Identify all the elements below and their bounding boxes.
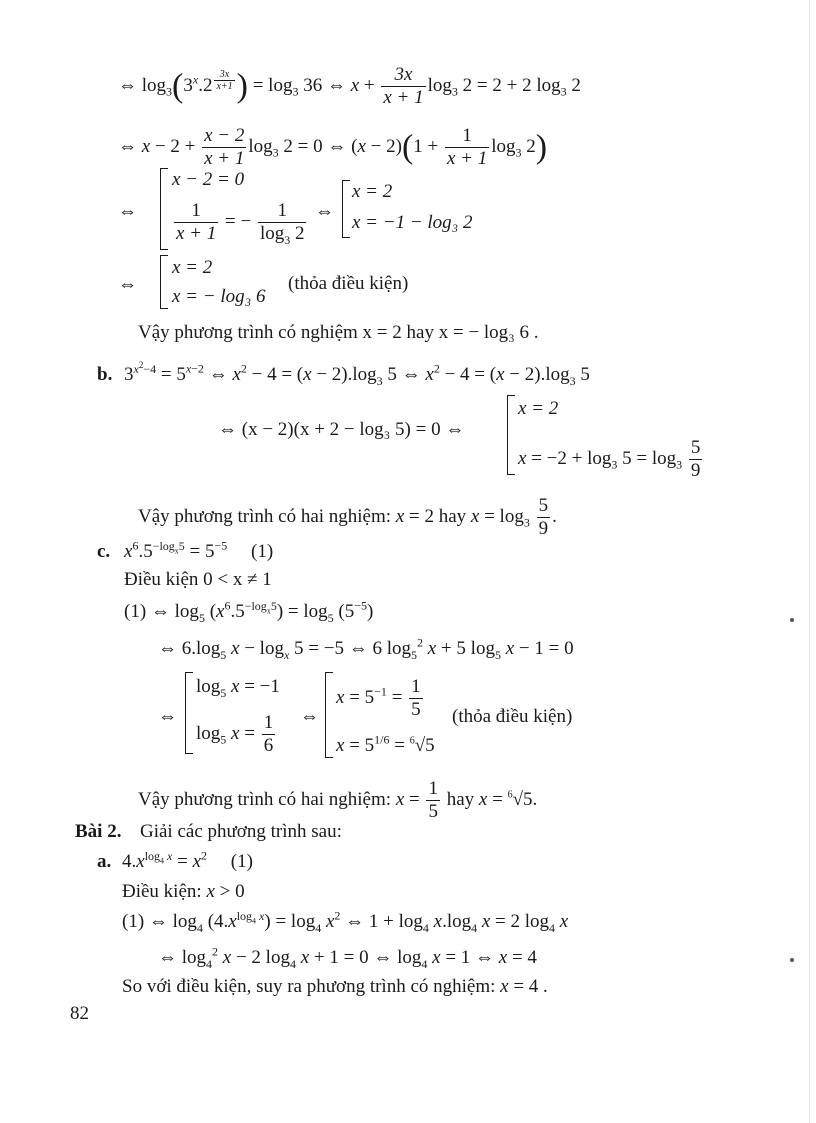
system-c-eq-1: $\log_5 x = -1$ bbox=[196, 676, 280, 700]
system-bracket bbox=[160, 255, 168, 309]
solution-neg-log3-6: x = − log₃ 6 bbox=[172, 286, 266, 307]
solution-c-root6-5: $x = 5^{1/6} = ^6√5$ bbox=[336, 732, 435, 756]
solution-x-neg1: x = −1 − log₃ 2 bbox=[352, 212, 473, 233]
solution-x-2: x = 2 bbox=[518, 398, 559, 419]
conclusion-b: Vậy phương trình có hai nghiệm: x = 2 hay $x = \log_3$ $\frac{5}{9}$ . bbox=[138, 495, 557, 539]
equation-line-1: ⇔ $\log_3(3^x.2$ $^{\frac{3x}{x+1}}$ ) = $\log_3 36$ ⇔ x + $\frac{3x}{x + 1}$ $\log_3 2 = 2 + 2$ $\log_3 2$ bbox=[118, 64, 581, 108]
condition-note: (thỏa điều kiện) bbox=[288, 273, 409, 294]
solution-x-2: x = 2 bbox=[352, 181, 393, 202]
system-bracket bbox=[342, 180, 350, 238]
exercise-instruction: Giải các phương trình sau: bbox=[140, 821, 342, 842]
system-bracket bbox=[160, 168, 168, 250]
system-eq-1: x − 2 = 0 bbox=[172, 169, 245, 190]
equivalence-symbol: ⇔ bbox=[315, 201, 334, 222]
part-label-a: a. bbox=[97, 851, 112, 872]
equation-b-1: $3^{x^2-4} = 5^{x-2}$ ⇔ $x^2 - 4 = (x - 2).\log_3$ 5 ⇔ $x^2 - 4 = (x - 2).\log_3$ 5 bbox=[124, 359, 590, 388]
system-bracket bbox=[185, 672, 193, 754]
part-label-c: c. bbox=[97, 541, 111, 562]
page-edge bbox=[809, 0, 810, 1123]
equation-c-1: $x^6.5^{-log_x5} = 5^{-5}$ (1) bbox=[124, 538, 274, 562]
system-c-eq-2: $\log_5 x$ = $\frac{1}{6}$ bbox=[196, 712, 274, 756]
system-bracket bbox=[507, 395, 515, 475]
condition-a: Điều kiện: x > 0 bbox=[122, 881, 245, 902]
page-number: 82 bbox=[70, 1003, 89, 1024]
equation-a-1: $4.x^{log_4 x} = x^2$ (1) bbox=[122, 848, 253, 872]
conclusion-a-bai2: So với điều kiện, suy ra phương trình có nghiệm: x = 4 . bbox=[122, 976, 548, 997]
solution-x-2: x = 2 bbox=[172, 257, 213, 278]
conclusion-a: Vậy phương trình có nghiệm x = 2 hay x = − log₃ 6 . bbox=[138, 322, 539, 343]
scan-speck bbox=[790, 618, 794, 622]
solution-c-1-5: $x = 5^{-1}$ = $\frac{1}{5}$ bbox=[336, 676, 421, 720]
system-eq-2: $\frac{1}{x + 1}$ = − $\frac{1}{\log_3 2}$ bbox=[176, 200, 305, 247]
equation-a-3: ⇔ $\log_4^2 x - 2$ $\log_4 x + 1 = 0$ ⇔ $\log_4 x = 1$ ⇔ x = 4 bbox=[158, 944, 537, 971]
condition-note: (thỏa điều kiện) bbox=[452, 706, 573, 727]
part-label-b: b. bbox=[97, 364, 113, 385]
conclusion-c: Vậy phương trình có hai nghiệm: x = $\frac{1}{5}$ hay x = $^6$√5. bbox=[138, 778, 538, 822]
equivalence-symbol: ⇔ bbox=[300, 706, 319, 727]
condition-c: Điều kiện 0 < x ≠ 1 bbox=[124, 569, 272, 590]
equation-b-2: ⇔ (x − 2)(x + 2 − log₃ 5) = 0 ⇔ bbox=[218, 419, 465, 440]
equation-c-3: ⇔ $6.\log_5$ $x - \log_x 5 = -5$ ⇔ 6 $\log_5^2 x + 5$ $\log_5 x - 1 = 0$ bbox=[158, 635, 574, 662]
equation-a-2: (1) ⇔ $\log_4 (4.x^{log_4 x}) = \log_4 x^2$ ⇔ $1 + \log_4 x.\log_4$ x = 2 $\log_4 x$ bbox=[122, 908, 569, 935]
equation-line-2: ⇔ x − 2 + $\frac{x - 2}{x + 1}$ $\log_3 2 = 0$ ⇔ (x − 2)(1 + $\frac{1}{x + 1}$ $\log_3 2$) bbox=[118, 125, 548, 169]
equivalence-symbol: ⇔ bbox=[158, 706, 177, 727]
equivalence-symbol: ⇔ bbox=[118, 274, 137, 295]
system-bracket bbox=[325, 672, 333, 758]
exercise-title: Bài 2. bbox=[75, 821, 122, 842]
equivalence-symbol: ⇔ bbox=[118, 201, 137, 222]
equation-c-2: (1) ⇔ $\log_5 (x^6.5^{-log_x5}) = \log_5 (5^{-5})$ bbox=[124, 598, 374, 625]
solution-log3-5-9: $x = -2 + \log_3 5 = \log_3$ $\frac{5}{9}$ bbox=[518, 437, 701, 481]
scan-speck bbox=[790, 958, 794, 962]
